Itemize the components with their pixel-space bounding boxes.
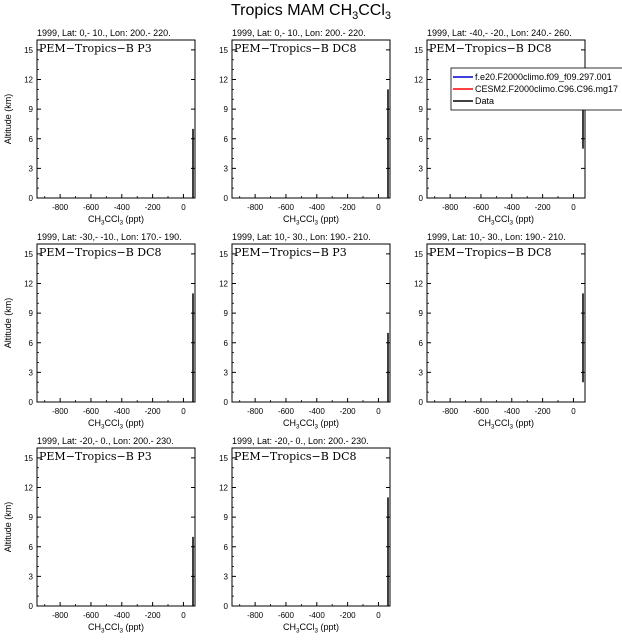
y-tick-label: 3 (223, 164, 228, 174)
x-axis-label: $CH_3CCl_3$ (ppt) (87, 418, 145, 431)
x-tick-label: -600 (82, 203, 99, 212)
y-tick-label: 15 (219, 453, 228, 463)
y-tick-label: 9 (28, 105, 33, 115)
y-tick-label: 12 (24, 279, 33, 289)
y-tick-label: 6 (28, 134, 33, 144)
y-tick-label: 6 (28, 338, 33, 348)
y-tick-label: 15 (414, 249, 423, 259)
y-tick-label: 3 (28, 368, 33, 378)
chart-subtitle: 1999, Lat: -30,- -10., Lon: 170.- 190. (37, 232, 182, 242)
x-tick-label: 0 (376, 203, 381, 212)
x-tick-label: -600 (277, 407, 294, 416)
title-subscript: 3 (352, 10, 359, 23)
plot-frame (37, 448, 195, 606)
campaign-label: PEM−Tropics−B DC8 (429, 42, 552, 55)
x-tick-label: -800 (247, 407, 264, 416)
plot-frame (37, 40, 195, 198)
chart-subtitle: 1999, Lat: -20,- 0., Lon: 200.- 230. (232, 436, 369, 446)
y-tick-label: 0 (223, 194, 228, 203)
y-tick-label: 12 (24, 483, 33, 493)
chart-panel-4 (3, 232, 195, 430)
y-tick-label: 0 (28, 194, 33, 203)
x-tick-label: -800 (247, 611, 264, 620)
y-tick-label: 15 (414, 45, 423, 55)
y-tick-label: 12 (219, 75, 228, 85)
x-tick-label: -200 (534, 203, 551, 212)
plot-frame (427, 244, 585, 402)
x-axis-label: $CH_3CCl_3$ (ppt) (477, 214, 535, 227)
legend-entry: Data (475, 96, 495, 106)
y-tick-label: 0 (223, 398, 228, 407)
plot-frame (232, 448, 390, 606)
y-tick-label: 9 (223, 309, 228, 319)
y-tick-label: 6 (223, 134, 228, 144)
plot-frame (232, 244, 390, 402)
x-axis-label: $CH_3CCl_3$ (ppt) (87, 622, 145, 635)
campaign-label: PEM−Tropics−B P3 (39, 42, 152, 55)
x-tick-label: 0 (571, 407, 576, 416)
x-tick-label: -600 (82, 407, 99, 416)
x-tick-label: -400 (503, 407, 520, 416)
x-tick-label: -400 (308, 203, 325, 212)
chart-subtitle: 1999, Lat: 0,- 10., Lon: 200.- 220. (37, 28, 171, 38)
y-tick-label: 0 (28, 602, 33, 611)
y-tick-label: 15 (24, 45, 33, 55)
y-tick-label: 12 (24, 75, 33, 85)
x-axis-label: $CH_3CCl_3$ (ppt) (87, 214, 145, 227)
chart-subtitle: 1999, Lat: -40,- -20., Lon: 240.- 260. (427, 28, 572, 38)
y-tick-label: 9 (223, 105, 228, 115)
plot-frame (232, 40, 390, 198)
y-axis-label: Altitude (km) (3, 93, 13, 145)
x-tick-label: 0 (181, 407, 186, 416)
y-tick-label: 0 (223, 602, 228, 611)
y-tick-label: 12 (219, 483, 228, 493)
y-tick-label: 6 (223, 542, 228, 552)
y-tick-label: 9 (418, 105, 423, 115)
y-tick-label: 3 (28, 164, 33, 174)
chart-panel-5 (219, 232, 390, 430)
x-tick-label: -400 (113, 203, 130, 212)
x-tick-label: 0 (571, 203, 576, 212)
chart-panel-7 (3, 436, 195, 634)
x-tick-label: -600 (277, 611, 294, 620)
legend-entry: f.e20.F2000climo.f09_f09.297.001 (475, 72, 612, 82)
x-tick-label: -400 (308, 407, 325, 416)
chart-subtitle: 1999, Lat: 10,- 30., Lon: 190.- 210. (232, 232, 371, 242)
x-tick-label: -400 (503, 203, 520, 212)
x-tick-label: 0 (181, 203, 186, 212)
chart-panel-1 (3, 28, 195, 226)
y-tick-label: 6 (418, 338, 423, 348)
x-tick-label: 0 (376, 407, 381, 416)
campaign-label: PEM−Tropics−B DC8 (39, 246, 162, 259)
title-subscript-2: 3 (384, 10, 392, 23)
campaign-label: PEM−Tropics−B DC8 (234, 450, 357, 463)
y-tick-label: 6 (223, 338, 228, 348)
x-tick-label: -600 (82, 611, 99, 620)
y-tick-label: 6 (28, 542, 33, 552)
x-tick-label: -200 (144, 203, 161, 212)
x-tick-label: -200 (144, 407, 161, 416)
campaign-label: PEM−Tropics−B P3 (39, 450, 152, 463)
x-tick-label: -600 (472, 203, 489, 212)
y-tick-label: 15 (219, 249, 228, 259)
x-tick-label: -400 (113, 611, 130, 620)
x-tick-label: -200 (339, 203, 356, 212)
campaign-label: PEM−Tropics−B P3 (234, 246, 347, 259)
y-tick-label: 6 (418, 134, 423, 144)
x-tick-label: -800 (442, 407, 459, 416)
x-tick-label: -400 (308, 611, 325, 620)
x-tick-label: -200 (534, 407, 551, 416)
x-tick-label: -200 (339, 611, 356, 620)
y-tick-label: 9 (223, 513, 228, 523)
x-tick-label: -800 (442, 203, 459, 212)
legend-entry: CESM2.F2000climo.C96.C96.mg17 (475, 84, 619, 94)
title-text-mid: CCl (358, 2, 385, 19)
x-tick-label: -800 (52, 407, 69, 416)
chart-panel-3 (414, 28, 622, 226)
x-axis-label: $CH_3CCl_3$ (ppt) (282, 418, 340, 431)
chart-panel-8 (219, 436, 390, 634)
y-tick-label: 3 (223, 572, 228, 582)
y-tick-label: 15 (219, 45, 228, 55)
y-tick-label: 15 (24, 249, 33, 259)
x-tick-label: -600 (472, 407, 489, 416)
x-tick-label: -800 (247, 203, 264, 212)
y-tick-label: 9 (28, 309, 33, 319)
x-axis-label: $CH_3CCl_3$ (ppt) (282, 622, 340, 635)
x-axis-label: $CH_3CCl_3$ (ppt) (477, 418, 535, 431)
y-tick-label: 12 (219, 279, 228, 289)
x-tick-label: -400 (113, 407, 130, 416)
chart-panel-2 (219, 28, 390, 226)
y-tick-label: 3 (418, 368, 423, 378)
y-tick-label: 9 (418, 309, 423, 319)
plot-frame (37, 244, 195, 402)
x-tick-label: -600 (277, 203, 294, 212)
y-tick-label: 15 (24, 453, 33, 463)
legend (451, 68, 622, 110)
y-tick-label: 3 (223, 368, 228, 378)
y-axis-label: Altitude (km) (3, 501, 13, 553)
x-axis-label: $CH_3CCl_3$ (ppt) (282, 214, 340, 227)
plot-frame (427, 40, 585, 198)
x-tick-label: -200 (144, 611, 161, 620)
y-tick-label: 12 (414, 279, 423, 289)
y-axis-label: Altitude (km) (3, 297, 13, 349)
chart-subtitle: 1999, Lat: -20,- 0., Lon: 200.- 230. (37, 436, 174, 446)
y-tick-label: 3 (418, 164, 423, 174)
chart-subtitle: 1999, Lat: 0,- 10., Lon: 200.- 220. (232, 28, 366, 38)
x-tick-label: -800 (52, 203, 69, 212)
chart-panel-6 (414, 232, 585, 430)
x-tick-label: 0 (376, 611, 381, 620)
y-tick-label: 12 (414, 75, 423, 85)
campaign-label: PEM−Tropics−B DC8 (234, 42, 357, 55)
x-tick-label: -200 (339, 407, 356, 416)
y-tick-label: 0 (28, 398, 33, 407)
y-tick-label: 3 (28, 572, 33, 582)
x-tick-label: -800 (52, 611, 69, 620)
y-tick-label: 9 (28, 513, 33, 523)
y-tick-label: 0 (418, 194, 423, 203)
chart-subtitle: 1999, Lat: 10,- 30., Lon: 190.- 210. (427, 232, 566, 242)
y-tick-label: 0 (418, 398, 423, 407)
x-tick-label: 0 (181, 611, 186, 620)
campaign-label: PEM−Tropics−B DC8 (429, 246, 552, 259)
title-text: Tropics MAM CH (230, 2, 353, 19)
